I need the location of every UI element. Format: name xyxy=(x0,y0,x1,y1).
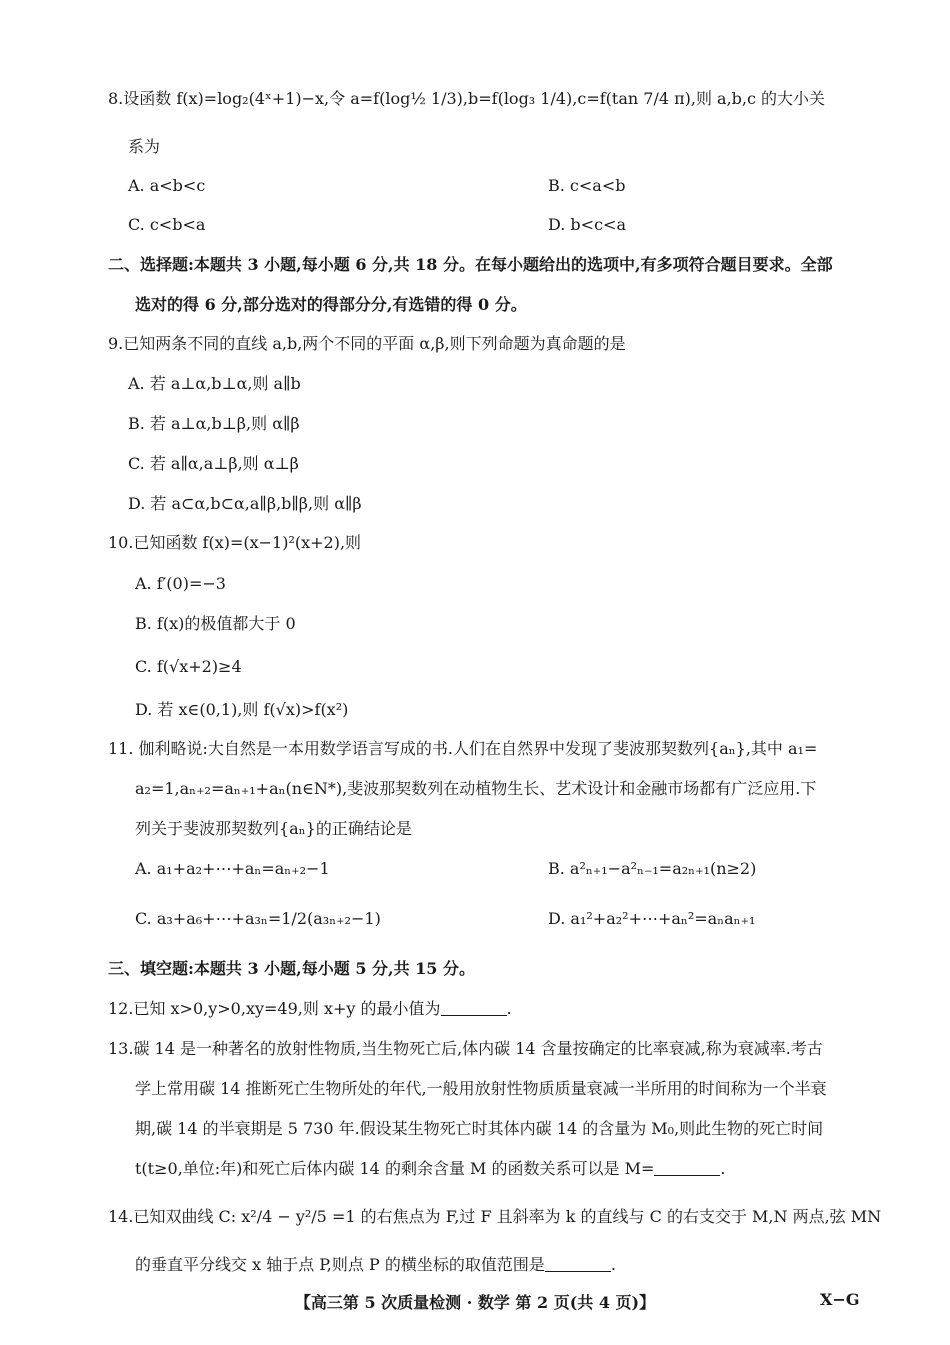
section-2-heading-cont: 选对的得 6 分,部分选对的得部分分,有选错的得 0 分。 xyxy=(135,295,527,314)
q10-option-a: A. f′(0)=−3 xyxy=(135,574,226,593)
q11-option-b: B. a²ₙ₊₁−a²ₙ₋₁=a₂ₙ₊₁(n≥2) xyxy=(548,859,757,878)
q13-text: t(t≥0,单位:年)和死亡后体内碳 14 的剩余含量 M 的函数关系可以是 M= xyxy=(135,1159,655,1178)
q12-stem xyxy=(108,997,512,1021)
q12-text: 12.已知 x>0,y>0,xy=49,则 x+y 的最小值为 xyxy=(108,999,441,1018)
q11-line1: 11. 伽利略说:大自然是一本用数学语言写成的书.人们在自然界中发现了斐波那契数列{aₙ},其中 a₁= xyxy=(108,739,818,758)
q8-stem: 8.设函数 f(x)=log₂(4ˣ+1)−x,令 a=f(log½ 1/3),b=f(log₃ 1/4),c=f(tan 7/4 π),则 a,b,c 的大小关 xyxy=(108,89,826,108)
q13-line2: 学上常用碳 14 推断死亡生物所处的年代,一般用放射性物质质量衰减一半所用的时间称为一个半衰 xyxy=(135,1079,827,1098)
q13-end: . xyxy=(720,1159,726,1178)
q14-text: 的垂直平分线交 x 轴于点 P,则点 P 的横坐标的取值范围是 xyxy=(135,1255,545,1274)
q9-option-c: C. 若 a∥α,a⊥β,则 α⊥β xyxy=(128,454,299,473)
q10-option-b: B. f(x)的极值都大于 0 xyxy=(135,614,296,633)
q14-line2 xyxy=(135,1253,616,1277)
q8-option-a: A. a<b<c xyxy=(128,176,206,195)
q8-option-d: D. b<c<a xyxy=(548,215,626,234)
q9-option-a: A. 若 a⊥α,b⊥α,则 a∥b xyxy=(128,374,301,393)
q11-option-a: A. a₁+a₂+⋯+aₙ=aₙ₊₂−1 xyxy=(135,859,330,878)
q9-option-b: B. 若 a⊥α,b⊥β,则 α∥β xyxy=(128,414,300,433)
q13-answer-blank[interactable] xyxy=(654,1157,720,1176)
q8-option-b: B. c<a<b xyxy=(548,176,626,195)
q9-option-d: D. 若 a⊂α,b⊂α,a∥β,b∥β,则 α∥β xyxy=(128,494,362,513)
section-3-heading: 三、填空题:本题共 3 小题,每小题 5 分,共 15 分。 xyxy=(108,959,476,978)
q12-answer-blank[interactable] xyxy=(441,997,507,1016)
q11-option-d: D. a₁²+a₂²+⋯+aₙ²=aₙaₙ₊₁ xyxy=(548,909,756,928)
q11-line2: a₂=1,aₙ₊₂=aₙ₊₁+aₙ(n∈N*),斐波那契数列在动植物生长、艺术设计和金融市场都有广泛应用.下 xyxy=(135,779,817,798)
q8-option-c: C. c<b<a xyxy=(128,215,206,234)
q10-option-c: C. f(√x+2)≥4 xyxy=(135,657,242,676)
section-2-heading: 二、选择题:本题共 3 小题,每小题 6 分,共 18 分。在每小题给出的选项中,有多项符合题目要求。全部 xyxy=(108,255,833,274)
q13-line4 xyxy=(135,1157,725,1181)
q11-line3: 列关于斐波那契数列{aₙ}的正确结论是 xyxy=(135,819,412,838)
q12-end: . xyxy=(506,999,512,1018)
q11-option-c: C. a₃+a₆+⋯+a₃ₙ=1/2(a₃ₙ₊₂−1) xyxy=(135,909,381,928)
q8-stem-cont: 系为 xyxy=(128,137,161,156)
q13-line3: 期,碳 14 的半衰期是 5 730 年.假设某生物死亡时其体内碳 14 的含量为 M₀,则此生物的死亡时间 xyxy=(135,1119,824,1138)
q14-end: . xyxy=(610,1255,616,1274)
paper-code: X−G xyxy=(820,1290,860,1309)
q14-answer-blank[interactable] xyxy=(545,1253,611,1272)
q10-stem: 10.已知函数 f(x)=(x−1)²(x+2),则 xyxy=(108,533,362,552)
q9-stem: 9.已知两条不同的直线 a,b,两个不同的平面 α,β,则下列命题为真命题的是 xyxy=(108,334,626,353)
q10-option-d: D. 若 x∈(0,1),则 f(√x)>f(x²) xyxy=(135,700,349,719)
q14-line1: 14.已知双曲线 C: x²/4 − y²/5 =1 的右焦点为 F,过 F 且斜率为 k 的直线与 C 的右支交于 M,N 两点,弦 MN xyxy=(108,1207,882,1226)
q13-line1: 13.碳 14 是一种著名的放射性物质,当生物死亡后,体内碳 14 含量按确定的比率衰减,称为衰减率.考古 xyxy=(108,1039,823,1058)
page-footer: 【高三第 5 次质量检测 · 数学 第 2 页(共 4 页)】 xyxy=(294,1293,656,1312)
